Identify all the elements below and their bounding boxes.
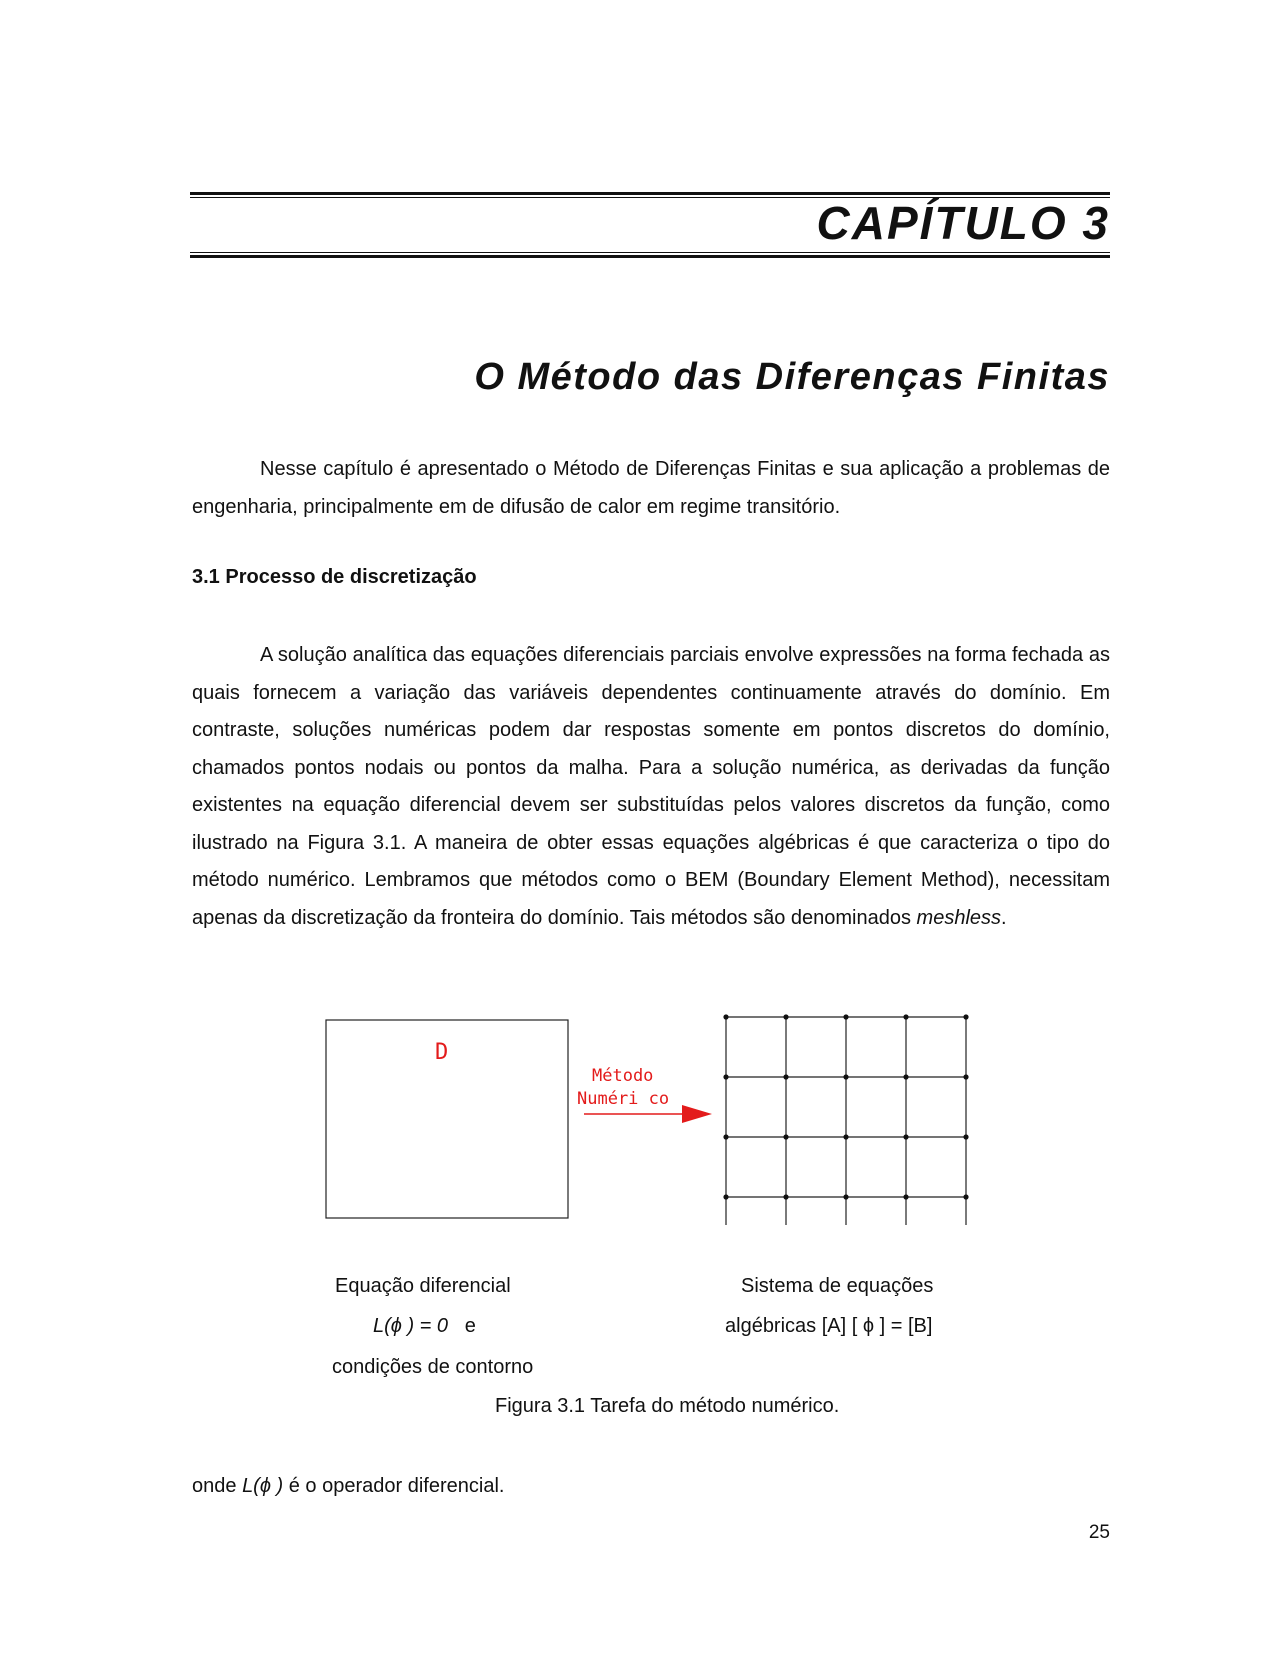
mesh-node <box>963 1014 968 1019</box>
figure-caption: Figura 3.1 Tarefa do método numérico. <box>495 1395 840 1417</box>
mesh-node <box>963 1074 968 1079</box>
section-heading: 3.1 Processo de discretização <box>192 566 477 588</box>
left-caption-equation-line <box>373 1315 476 1338</box>
mesh-node <box>843 1014 848 1019</box>
chapter-label: CAPÍTULO 3 <box>816 197 1110 249</box>
mesh-node <box>723 1074 728 1079</box>
chapter-title: O Método das Diferenças Finitas <box>474 356 1110 398</box>
intro-text: Nesse capítulo é apresentado o Método de Diferenças Finitas e sua aplicação a problemas de engenharia, principalmente em de difusão de calor em regime transitório. <box>192 458 1110 518</box>
mesh-node <box>903 1074 908 1079</box>
mesh-node <box>843 1134 848 1139</box>
discrete-mesh-grid <box>723 1014 968 1225</box>
closing-prefix: onde <box>192 1475 243 1497</box>
right-caption-line2: algébricas [A] [ ϕ ] = [B] <box>725 1315 933 1337</box>
mesh-node <box>903 1014 908 1019</box>
mesh-node <box>723 1014 728 1019</box>
left-caption-line1: Equação diferencial <box>335 1275 511 1297</box>
bottom-rule-thin <box>190 252 1110 253</box>
left-caption-line3: condições de contorno <box>332 1356 534 1378</box>
page-number: 25 <box>1088 1522 1110 1543</box>
differential-equation: L(ϕ ) = 0 <box>373 1315 449 1337</box>
mesh-node <box>963 1134 968 1139</box>
bottom-rule-thick <box>190 255 1110 258</box>
intro-paragraph <box>192 451 1110 526</box>
domain-label: D <box>435 1040 449 1065</box>
arrow-label-line1: Método <box>592 1066 654 1086</box>
mesh-node <box>783 1014 788 1019</box>
figure-3-1 <box>320 1005 1000 1225</box>
right-caption-line1: Sistema de equações <box>741 1275 934 1297</box>
mesh-node <box>783 1074 788 1079</box>
section-body-text: A solução analítica das equações diferenciais parciais envolve expressões na forma fechada as quais fornecem a variação das variáveis dependentes continuamente através do domínio. Em contraste, soluções numéricas podem dar respostas somente em pontos discretos do domínio, chamados pontos nodais ou pontos da malha. Para a solução numérica, as derivadas da função existentes na equação diferencial devem ser substituídas pelos valores discretos da função, como ilustrado na Figura 3.1. A maneira de obter essas equações algébricas é que caracteriza o tipo do método numérico. Lembramos que métodos como o BEM (Boundary Element Method), necessitam apenas da discretização da fronteira do domínio. Tais métodos são denominados <box>192 644 1110 929</box>
mesh-node <box>783 1134 788 1139</box>
arrow-label-line2: Numéri co <box>577 1089 670 1109</box>
mesh-node <box>783 1194 788 1199</box>
section-body-end: . <box>1001 906 1007 929</box>
mesh-node <box>723 1194 728 1199</box>
top-rule-thick <box>190 192 1110 195</box>
left-caption-and: e <box>464 1315 476 1337</box>
arrow-head-icon <box>682 1105 712 1123</box>
closing-suffix: é o operador diferencial. <box>283 1475 505 1497</box>
mesh-node <box>903 1194 908 1199</box>
mesh-node <box>723 1134 728 1139</box>
mesh-node <box>843 1194 848 1199</box>
meshless-term: meshless <box>916 906 1002 929</box>
mesh-node <box>843 1074 848 1079</box>
mesh-node <box>903 1134 908 1139</box>
mesh-node <box>963 1194 968 1199</box>
closing-sentence <box>192 1468 1110 1506</box>
operator-symbol: L(ϕ ) <box>242 1475 284 1497</box>
section-body <box>192 637 1110 937</box>
